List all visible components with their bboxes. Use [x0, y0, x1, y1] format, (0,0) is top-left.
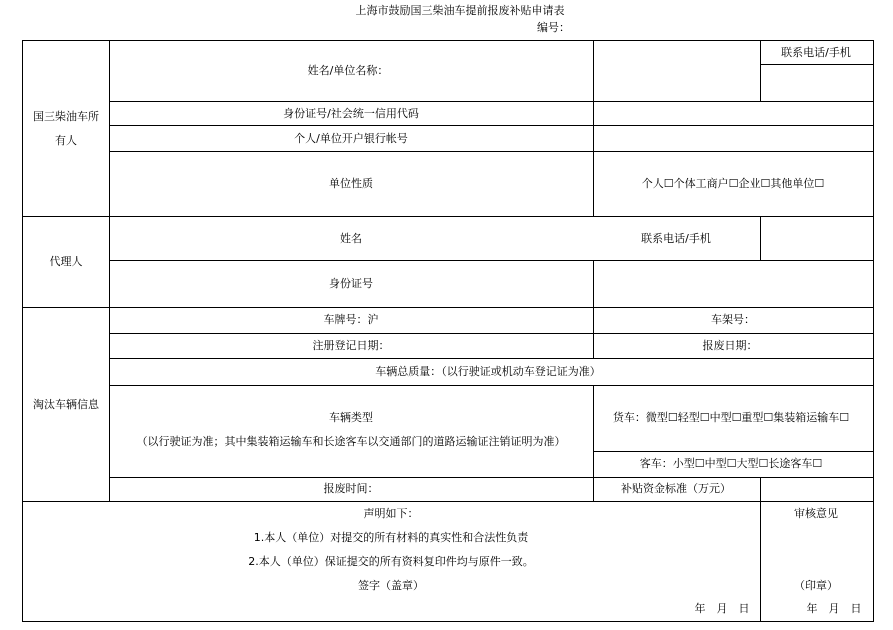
review-date: 年 月 日 — [806, 602, 862, 615]
subsidy-standard-label: 补贴资金标准（万元） — [621, 482, 731, 495]
agent-phone-label: 联系电话/手机 — [641, 232, 711, 245]
vehicle-type-note: （以行驶证为准；其中集装箱运输车和长途客车以交通部门的道路运输证注销证明为准） — [136, 435, 566, 448]
frame-number-label: 车架号： — [711, 313, 755, 326]
signature-label: 签字（盖章） — [358, 579, 424, 592]
divider — [760, 40, 761, 101]
divider — [22, 307, 874, 308]
owner-nature-label: 单位性质 — [329, 177, 373, 190]
divider — [109, 125, 874, 126]
vehicle-section-label: 淘汰车辆信息 — [33, 398, 99, 411]
form-number-label: 编号： — [537, 21, 570, 34]
divider — [22, 216, 874, 217]
divider — [109, 151, 874, 152]
divider — [593, 260, 594, 358]
agent-name-label: 姓名 — [340, 232, 362, 245]
divider — [760, 216, 761, 260]
divider — [109, 101, 874, 102]
declaration-line-2: 2.本人（单位）保证提交的所有资料复印件均与原件一致。 — [248, 555, 534, 568]
owner-section-label: 国三柴油车所 — [33, 110, 99, 123]
review-heading: 审核意见 — [794, 507, 838, 520]
divider — [109, 260, 874, 261]
owner-bank-label: 个人/单位开户银行帐号 — [294, 132, 408, 145]
plate-label: 车牌号：沪 — [323, 313, 379, 326]
agent-section-label: 代理人 — [49, 255, 83, 268]
divider — [109, 40, 110, 501]
truck-type-options: 货车：微型☐轻型☐中型☐重型☐集装箱运输车☐ — [612, 411, 850, 424]
divider — [109, 385, 874, 386]
bus-type-options: 客车：小型☐中型☐大型☐长途客车☐ — [639, 457, 823, 470]
divider — [760, 477, 761, 501]
scrap-date-label: 报废日期： — [702, 339, 758, 352]
owner-phone-label: 联系电话/手机 — [781, 46, 851, 59]
divider — [593, 40, 594, 216]
divider — [760, 501, 761, 622]
vehicle-type-label: 车辆类型 — [329, 411, 373, 424]
scrap-time-label: 报废时间： — [323, 482, 379, 495]
owner-id-label: 身份证号/社会统一信用代码 — [283, 107, 419, 120]
owner-name-label: 姓名/单位名称： — [307, 64, 389, 77]
divider — [593, 477, 594, 501]
divider — [109, 358, 874, 359]
declaration-date: 年 月 日 — [694, 602, 750, 615]
form-title: 上海市鼓励国三柴油车提前报废补贴申请表 — [355, 4, 565, 17]
declaration-heading: 声明如下： — [363, 507, 419, 520]
divider — [593, 385, 594, 477]
owner-section-label-cont: 有人 — [55, 134, 77, 147]
vehicle-mass-label: 车辆总质量：（以行驶证或机动车登记证为准） — [375, 365, 601, 378]
divider — [22, 501, 874, 502]
registration-date-label: 注册登记日期： — [312, 339, 390, 352]
agent-id-label: 身份证号 — [329, 277, 373, 290]
review-seal-label: （印章） — [794, 579, 838, 592]
divider — [760, 64, 874, 65]
divider — [109, 333, 874, 334]
owner-nature-options: 个人☐个体工商户☐企业☐其他单位☐ — [641, 177, 825, 190]
declaration-line-1: 1.本人（单位）对提交的所有材料的真实性和合法性负责 — [253, 531, 529, 544]
divider — [593, 451, 874, 452]
